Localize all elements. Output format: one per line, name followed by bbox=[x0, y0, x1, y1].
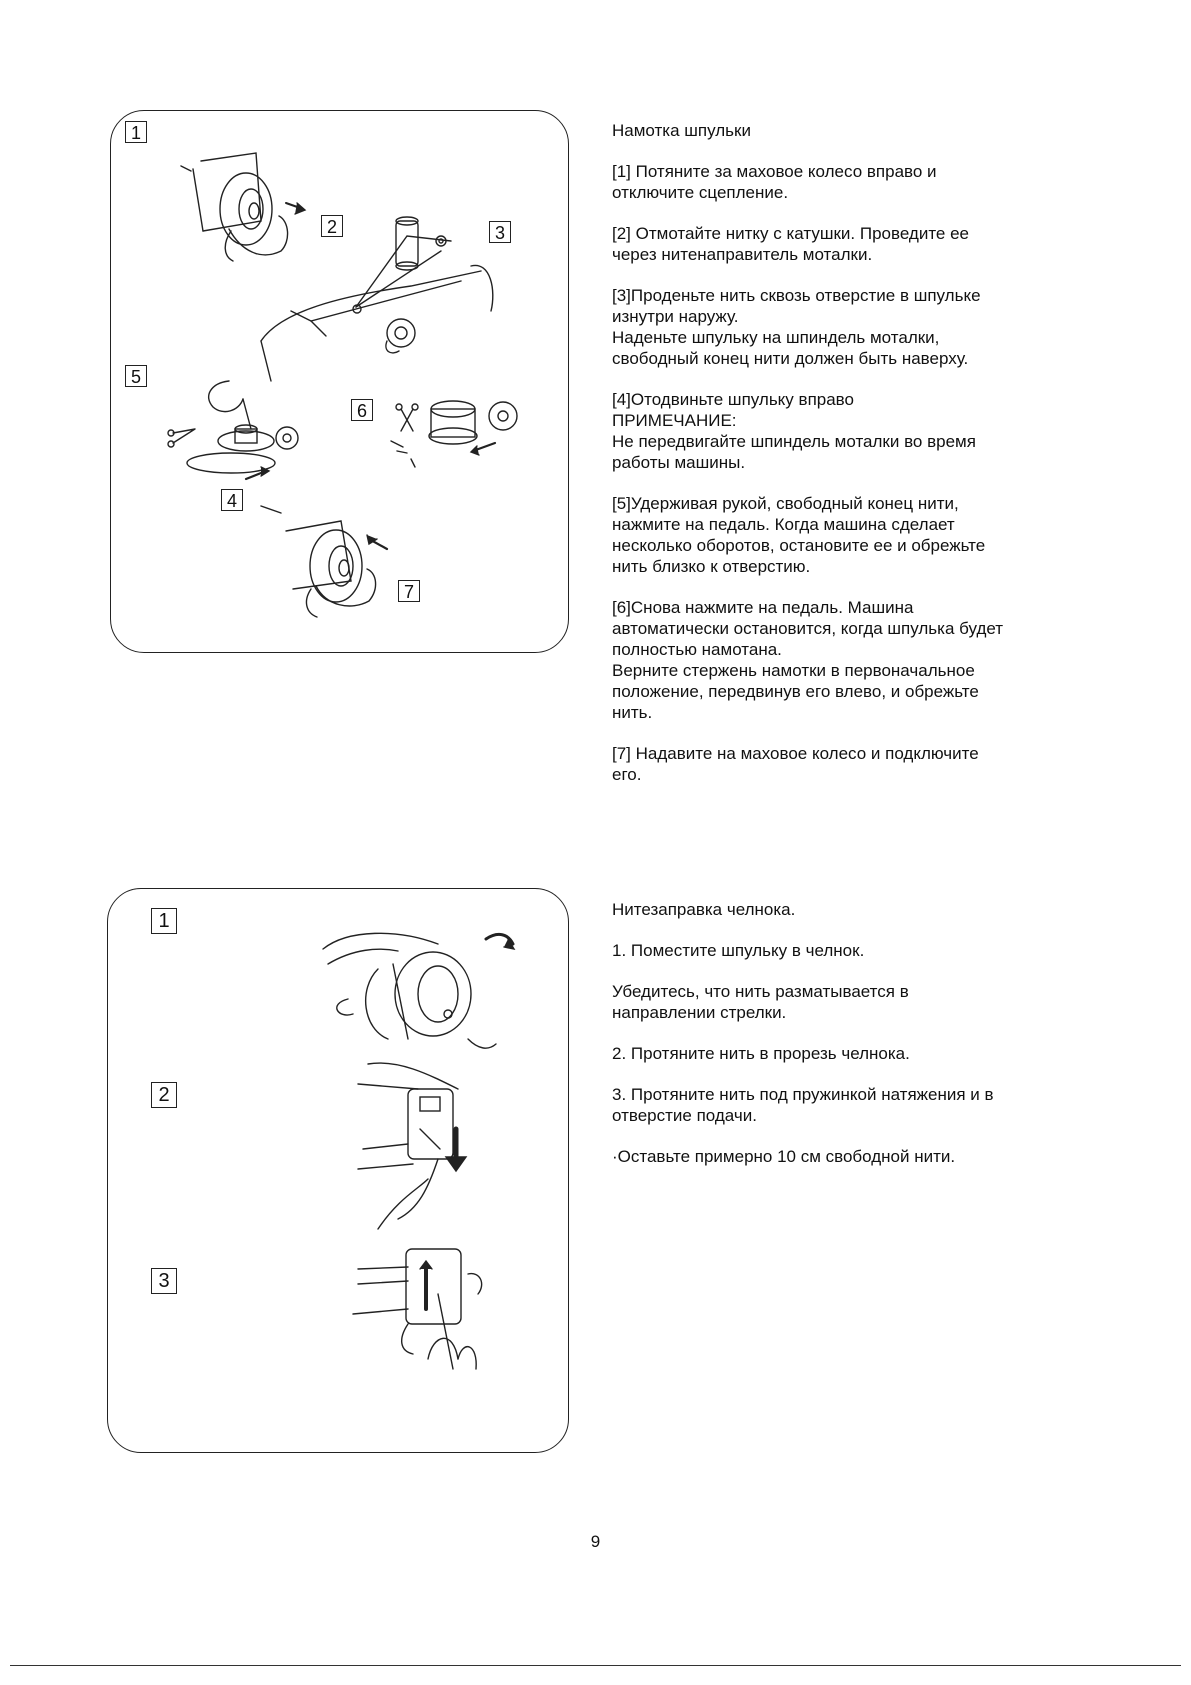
instruction-paragraph: 2. Протяните нить в прорезь челнока. bbox=[612, 1044, 910, 1063]
bobbin-winding-illustration bbox=[111, 111, 570, 654]
step-label-3: 3 bbox=[151, 1268, 177, 1294]
page-number: 9 bbox=[590, 1532, 601, 1551]
step-label-3: 3 bbox=[489, 221, 511, 243]
thread-slot-drawing bbox=[358, 1063, 466, 1229]
section-title: Намотка шпульки bbox=[612, 121, 751, 140]
handwheel-push-drawing bbox=[261, 506, 387, 617]
instruction-paragraph: [4]Отодвиньте шпульку вправо ПРИМЕЧАНИЕ: Не передвигайте шпиндель моталки во время работы машины. bbox=[612, 390, 976, 472]
instruction-paragraph: 1. Поместите шпульку в челнок. bbox=[612, 941, 865, 960]
footer-rule bbox=[10, 1665, 1181, 1666]
instruction-paragraph: [5]Удерживая рукой, свободный конец нити, нажмите на педаль. Когда машина сделает несколько оборотов, остановите ее и обрежьте нить близко к отверстию. bbox=[612, 494, 986, 576]
step-label-2: 2 bbox=[321, 215, 343, 237]
handwheel-pull-drawing bbox=[181, 153, 288, 261]
instruction-paragraph: [2] Отмотайте нитку с катушки. Проведите ее через нитенаправитель моталки. bbox=[612, 224, 969, 264]
instruction-paragraph: 3. Протяните нить под пружинкой натяжения и в отверстие подачи. bbox=[612, 1085, 994, 1125]
instruction-paragraph: ·Оставьте примерно 10 см свободной нити. bbox=[612, 1147, 956, 1166]
bobbin-case-illustration bbox=[108, 889, 570, 1454]
bobbin-cut-drawing bbox=[168, 381, 298, 479]
instruction-paragraph: Убедитесь, что нить разматывается в направлении стрелки. bbox=[612, 982, 909, 1022]
bobbin-insert-drawing bbox=[323, 933, 514, 1048]
bobbin-winding-illustration-panel bbox=[110, 110, 569, 653]
machine-top-drawing bbox=[261, 217, 493, 381]
bobbin-full-drawing bbox=[391, 401, 517, 467]
instruction-paragraph: [1] Потяните за маховое колесо вправо и отключите сцепление. bbox=[612, 162, 937, 202]
instruction-paragraph: [3]Проденьте нить сквозь отверстие в шпульке изнутри наружу. Наденьте шпульку на шпиндель моталки, свободный конец нити должен быть наверху. bbox=[612, 286, 981, 368]
bobbin-winding-instructions bbox=[612, 120, 1072, 805]
step-label-5: 5 bbox=[125, 365, 147, 387]
instruction-paragraph: [7] Надавите на маховое колесо и подключите его. bbox=[612, 744, 979, 784]
step-label-7: 7 bbox=[398, 580, 420, 602]
bobbin-case-illustration-panel bbox=[107, 888, 569, 1453]
bobbin-case-instructions bbox=[612, 899, 1072, 1187]
section-title: Нитезаправка челнока. bbox=[612, 900, 796, 919]
tension-spring-drawing bbox=[353, 1249, 482, 1369]
instruction-paragraph: [6]Снова нажмите на педаль. Машина автоматически остановится, когда шпулька будет полностью намотана. Верните стержень намотки в первоначальное положение, передвинув его влево, и обрежьте нить. bbox=[612, 598, 1004, 722]
step-label-1: 1 bbox=[151, 908, 177, 934]
step-label-6: 6 bbox=[351, 399, 373, 421]
step-label-4: 4 bbox=[221, 489, 243, 511]
step-label-2: 2 bbox=[151, 1082, 177, 1108]
step-label-1: 1 bbox=[125, 121, 147, 143]
